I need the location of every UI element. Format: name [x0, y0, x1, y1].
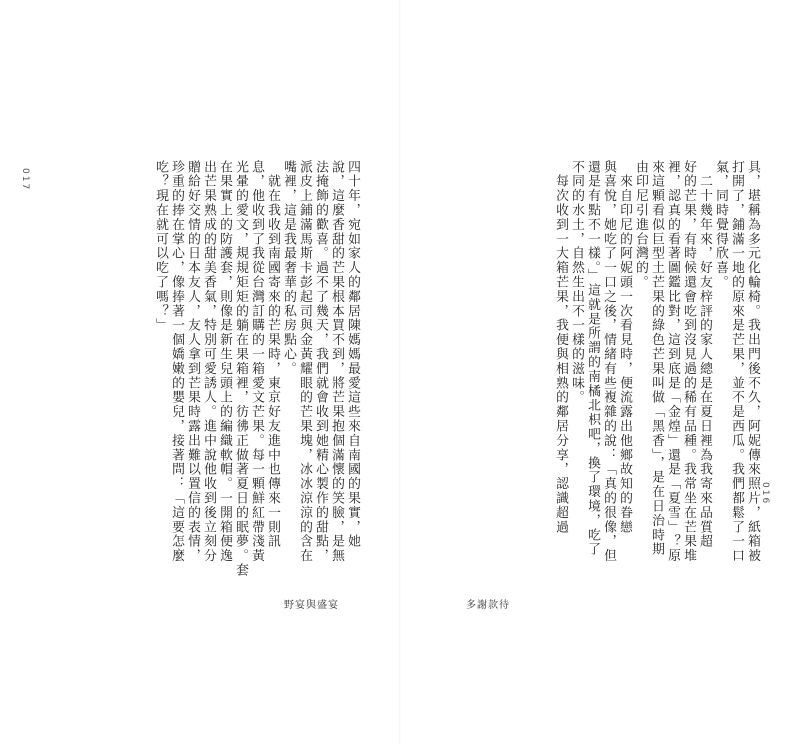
page-number-right: 016	[760, 482, 770, 506]
right-page-body: 具，堪稱為多元化輪椅。我出門後不久，阿妮傳來照片，紙箱被 打開了，鋪滿一地的原來是芒果，並不是西瓜。我們都鬆了一口 氣，同時覺得欣喜。 二十幾年來，好友梓評的家人總是在夏日裡為我寄來品質超 好的芒果，有時候還會吃到沒見過的稀有品種。我常坐在芒果堆 裡，認真的看著圖鑑比對，這到底是「金煌」還是「夏雪」？原 來這顆看似巨型土芒果的綠色芒果叫做「黑香」，是在日治時期 由印尼引進台灣的。 來自印尼的阿妮頭一次看見時，便流露出他鄉故知的眷戀 與喜悅，她吃了一口之後，情緒有些複雜的說：「真的很像，但 還是有點不一樣。」這就是所謂的南橘北枳吧，換了環境，吃了 不同的水土，自然生出不一樣的滋味。 每次收到一大箱芒果，我便與相熟的鄰居分享，認識超過	[553, 160, 760, 564]
running-title-right: 多謝款待	[466, 600, 510, 611]
page-number-left: 017	[20, 168, 30, 192]
spine-gutter	[399, 0, 401, 744]
running-title-left: 野宴與盛宴	[284, 600, 339, 611]
left-page-body: 四十年，宛如家人的鄰居陳媽媽最愛這些來自南國的果實，她 說，這麼香甜的芒果根本買不到，將芒果抱個滿懷的笑臉，是無 法掩飾的歡喜。過不了幾天，我們就會收到她精心製作的甜點， 派皮上鋪滿馬斯卡彭起司與金黃耀眼的芒果塊，冰冰涼涼的含在 嘴裡，這是我最奢華的私房點心。 就在我收到南國寄來的芒果時，東京好友進中也傳來一則訊 息，他收到了我從台灣訂購的一箱愛文芒果。每一顆鮮紅帶淺黃 光暈的愛文，規規矩矩的躺在果箱裡，彷彿正做著夏日的眠夢。套 在果實上的防護套，則像是新生兒頭上的編織軟帽。一開箱便逸 出芒果熟成的甜美香氣，特別可愛誘人。進中說他收到後立刻分 贈給好交情的日本友人，友人拿到芒果時露出難以置信的表情， 珍重的捧在掌心，像捧著一個嬌嫩的嬰兒，接著問：「這要怎麼 吃？現在就可以吃了嗎？」	[153, 160, 360, 578]
